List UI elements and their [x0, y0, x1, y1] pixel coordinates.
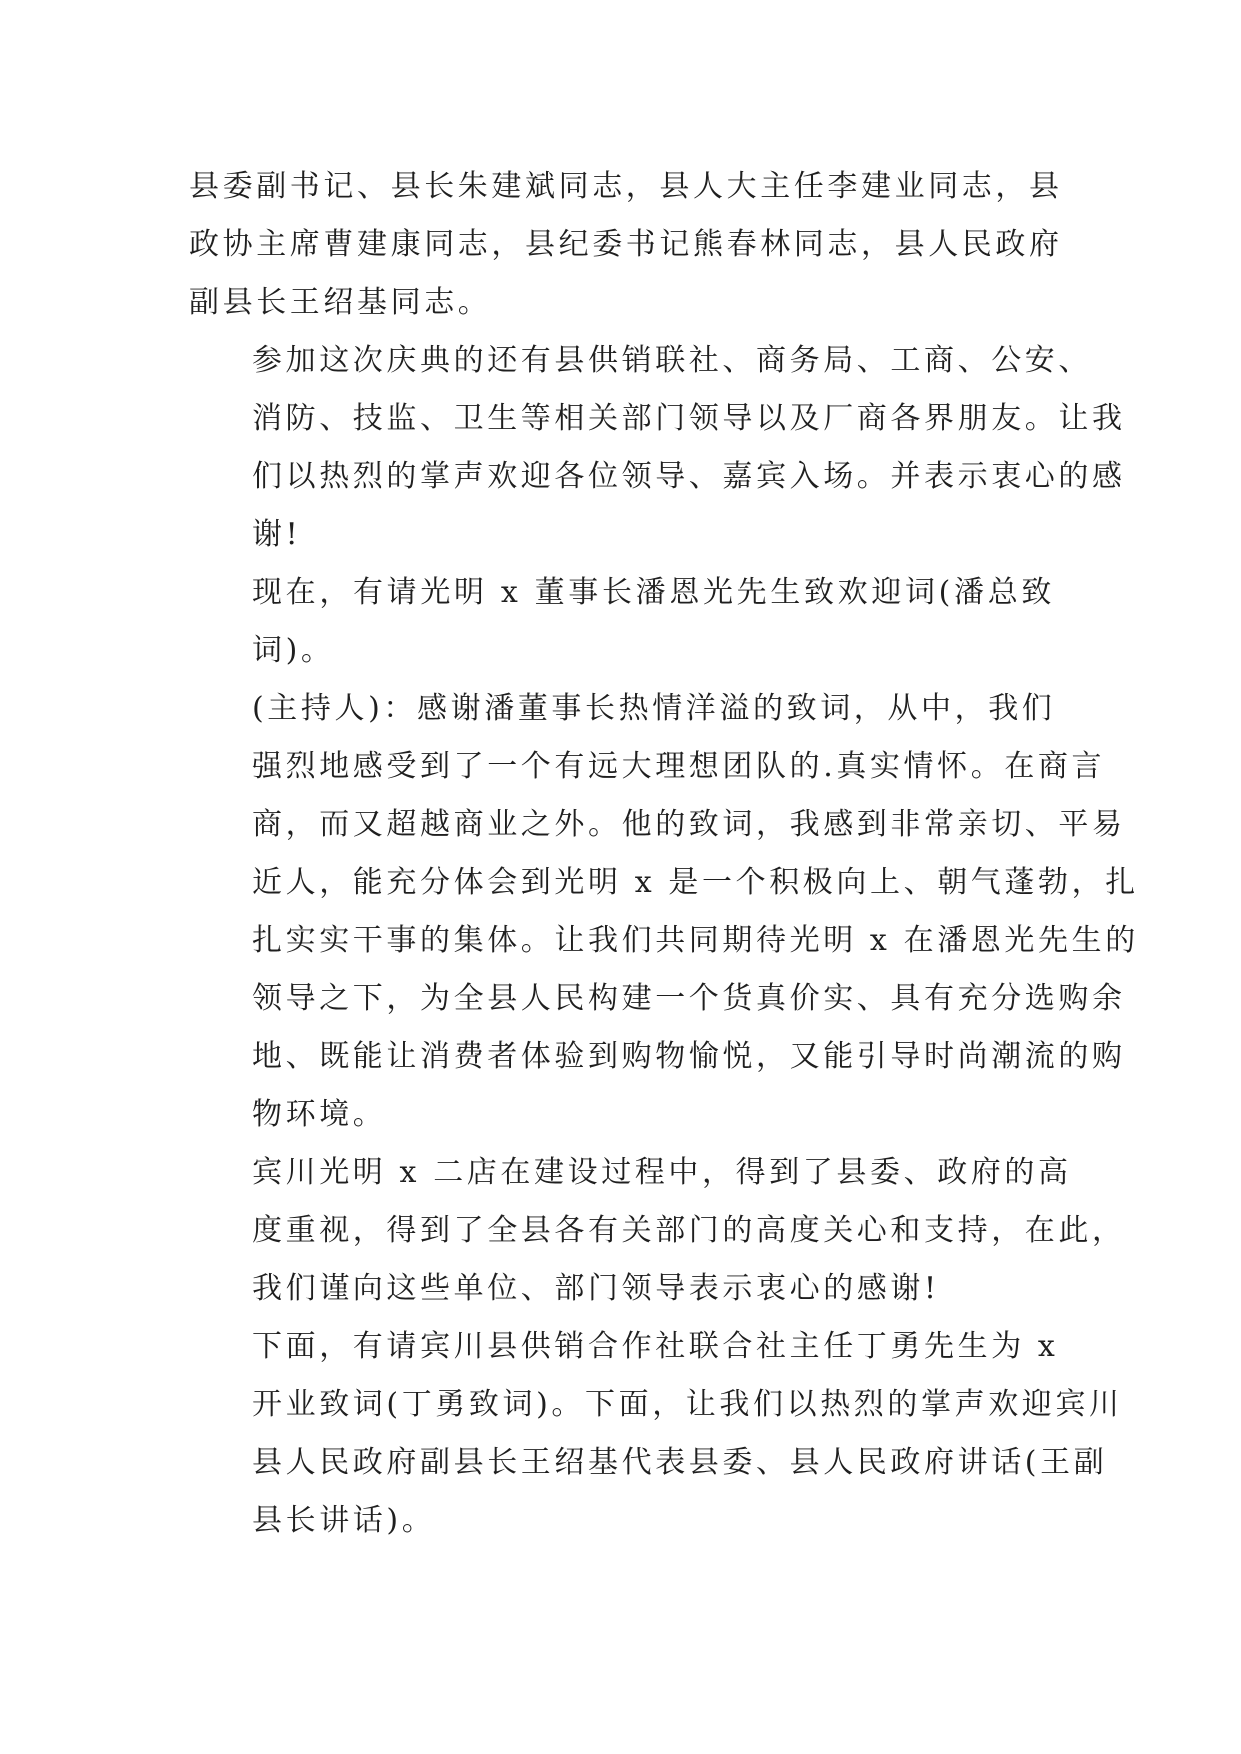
text-line: 现在，有请光明 x 董事长潘恩光先生致欢迎词(潘总致 — [252, 575, 1055, 610]
text-line: 开业致词(丁勇致词)。下面，让我们以热烈的掌声欢迎宾川 — [252, 1387, 1123, 1422]
paragraph-host-remarks — [189, 680, 1139, 1144]
text-line: 们以热烈的掌声欢迎各位领导、嘉宾入场。并表示衷心的感 — [252, 459, 1126, 494]
paragraph-next-speakers — [189, 1318, 1123, 1550]
text-line: 词)。 — [252, 633, 335, 668]
text-line: 副县长王绍基同志。 — [189, 285, 492, 320]
text-line: 扎实实干事的集体。让我们共同期待光明 x 在潘恩光先生的 — [252, 923, 1139, 958]
text-line: 县人民政府副县长王绍基代表县委、县人民政府讲话(王副 — [252, 1445, 1108, 1480]
text-line: 我们谨向这些单位、部门领导表示衷心的感谢! — [252, 1271, 940, 1306]
paragraph-attendees — [189, 158, 1063, 332]
document-body — [189, 158, 1139, 1550]
paragraph-chairman-welcome — [189, 564, 1055, 680]
text-line: 消防、技监、卫生等相关部门领导以及厂商各界朋友。让我 — [252, 401, 1126, 436]
text-line: (主持人)：感谢潘董事长热情洋溢的致词，从中，我们 — [252, 691, 1056, 726]
text-line: 谢! — [252, 517, 302, 552]
text-line: 度重视，得到了全县各有关部门的高度关心和支持，在此， — [252, 1213, 1126, 1248]
text-line: 领导之下，为全县人民构建一个货真价实、具有充分选购余 — [252, 981, 1126, 1016]
text-line: 下面，有请宾川县供销合作社联合社主任丁勇先生为 x — [252, 1329, 1059, 1364]
text-line: 参加这次庆典的还有县供销联社、商务局、工商、公安、 — [252, 343, 1092, 378]
text-line: 政协主席曹建康同志，县纪委书记熊春林同志，县人民政府 — [189, 227, 1063, 262]
text-line: 县委副书记、县长朱建斌同志，县人大主任李建业同志，县 — [189, 169, 1063, 204]
text-line: 地、既能让消费者体验到购物愉悦，又能引导时尚潮流的购 — [252, 1039, 1126, 1074]
paragraph-thanks — [189, 1144, 1126, 1318]
text-line: 县长讲话)。 — [252, 1503, 436, 1538]
text-line: 强烈地感受到了一个有远大理想团队的.真实情怀。在商言 — [252, 749, 1106, 784]
paragraph-guests — [189, 332, 1126, 564]
text-line: 近人，能充分体会到光明 x 是一个积极向上、朝气蓬勃，扎 — [252, 865, 1139, 900]
text-line: 商，而又超越商业之外。他的致词，我感到非常亲切、平易 — [252, 807, 1126, 842]
text-line: 宾川光明 x 二店在建设过程中，得到了县委、政府的高 — [252, 1155, 1072, 1190]
text-line: 物环境。 — [252, 1097, 387, 1132]
